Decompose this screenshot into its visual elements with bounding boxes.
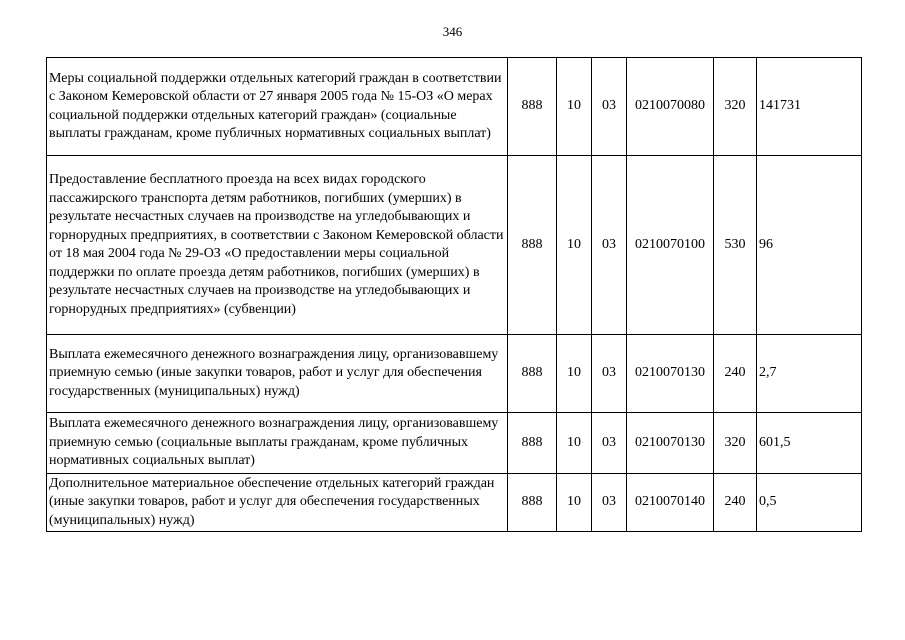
- row-target-article: 0210070130: [627, 335, 714, 413]
- table-row: [47, 156, 862, 335]
- row-razdel: 10: [557, 156, 592, 335]
- row-podrazdel: 03: [592, 58, 627, 156]
- row-razdel: 10: [557, 474, 592, 532]
- row-sum: 96: [757, 156, 862, 335]
- row-podrazdel: 03: [592, 156, 627, 335]
- row-expense-type: 320: [714, 58, 757, 156]
- budget-table: [46, 57, 862, 532]
- row-expense-type: 240: [714, 474, 757, 532]
- row-description: Выплата ежемесячного денежного вознаграждения лицу, организовавшему приемную семью (иные закупки товаров, работ и услуг для обеспечения государственных (муниципальных) нужд): [47, 335, 508, 413]
- row-target-article: 0210070130: [627, 413, 714, 474]
- row-razdel: 10: [557, 413, 592, 474]
- row-target-article: 0210070100: [627, 156, 714, 335]
- row-sum: 601,5: [757, 413, 862, 474]
- row-sum: 141731: [757, 58, 862, 156]
- row-razdel: 10: [557, 335, 592, 413]
- row-description: Выплата ежемесячного денежного вознаграждения лицу, организовавшему приемную семью (социальные выплаты гражданам, кроме публичных нормативных социальных выплат): [47, 413, 508, 474]
- row-ved: 888: [508, 335, 557, 413]
- table-row: [47, 413, 862, 474]
- row-expense-type: 530: [714, 156, 757, 335]
- row-ved: 888: [508, 474, 557, 532]
- row-ved: 888: [508, 156, 557, 335]
- row-podrazdel: 03: [592, 413, 627, 474]
- row-razdel: 10: [557, 58, 592, 156]
- row-podrazdel: 03: [592, 335, 627, 413]
- table-row: [47, 58, 862, 156]
- row-sum: 0,5: [757, 474, 862, 532]
- row-description: Дополнительное материальное обеспечение отдельных категорий граждан (иные закупки товаров, работ и услуг для обеспечения государственных (муниципальных) нужд): [47, 474, 508, 532]
- row-target-article: 0210070080: [627, 58, 714, 156]
- row-ved: 888: [508, 413, 557, 474]
- row-description: Меры социальной поддержки отдельных категорий граждан в соответствии с Законом Кемеровской области от 27 января 2005 года № 15-ОЗ «О мерах социальной поддержки отдельных категорий граждан» (социальные выплаты гражданам, кроме публичных нормативных социальных выплат): [47, 58, 508, 156]
- table-row: [47, 335, 862, 413]
- row-expense-type: 240: [714, 335, 757, 413]
- row-sum: 2,7: [757, 335, 862, 413]
- row-expense-type: 320: [714, 413, 757, 474]
- table-row: [47, 474, 862, 532]
- page-number: 346: [442, 24, 463, 39]
- row-description: Предоставление бесплатного проезда на всех видах городского пассажирского транспорта детям работников, погибших (умерших) в результате несчастных случаев на производстве на угледобывающих и горнорудных предприятиях, в соответствии с Законом Кемеровской области от 18 мая 2004 года № 29-ОЗ «О предоставлении меры социальной поддержки по оплате проезда детям работников, погибших (умерших) в результате несчастных случаев на производстве на угледобывающих и горнорудных предприятиях» (субвенции): [47, 156, 508, 335]
- row-target-article: 0210070140: [627, 474, 714, 532]
- row-podrazdel: 03: [592, 474, 627, 532]
- row-ved: 888: [508, 58, 557, 156]
